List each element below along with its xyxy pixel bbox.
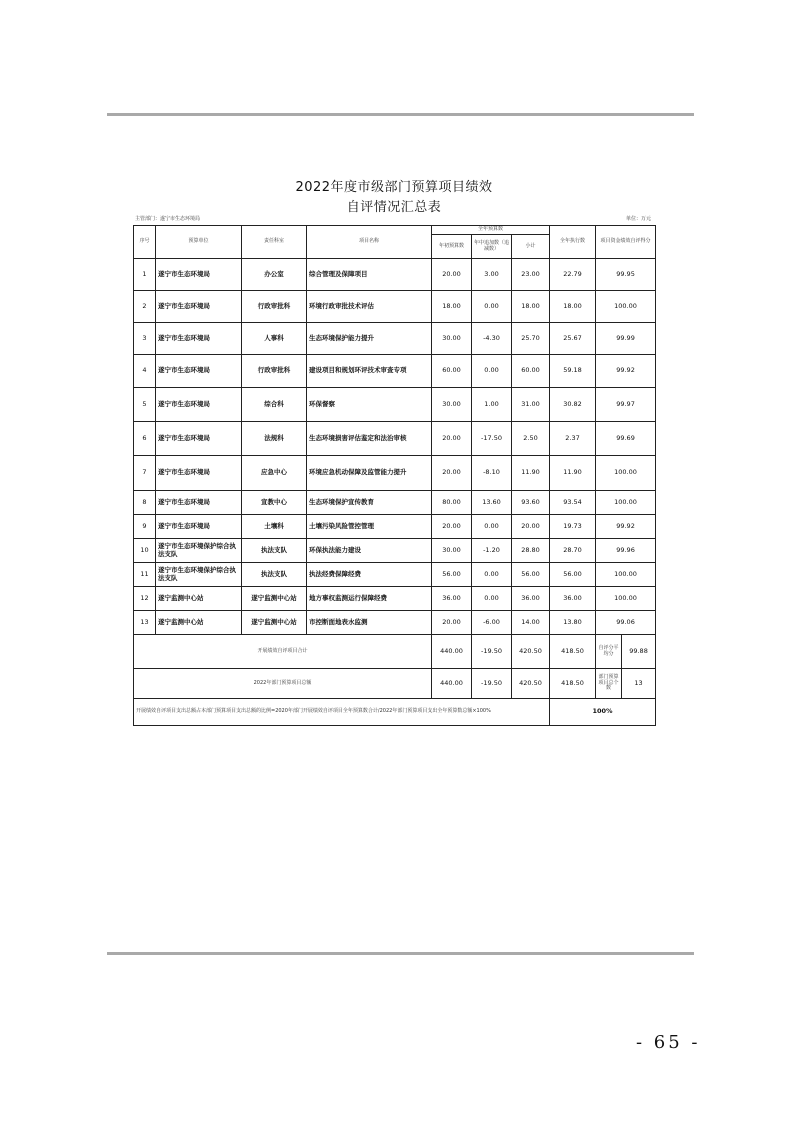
row-execution: 25.67: [550, 323, 596, 355]
row-score: 100.00: [596, 587, 656, 611]
row-execution: 13.80: [550, 611, 596, 635]
row-execution: 93.54: [550, 491, 596, 515]
row-resp-dept: 办公室: [242, 259, 307, 291]
row-subtotal: 25.70: [512, 323, 550, 355]
row-seq: 13: [134, 611, 156, 635]
row-initial: 30.00: [432, 323, 472, 355]
header-subtotal: 小计: [512, 235, 550, 259]
header-execution: 全年执行数: [550, 226, 596, 259]
table-title-line1: 2022年度市级部门预算项目绩效: [295, 180, 493, 195]
table-row: [134, 539, 656, 563]
table-row: [134, 259, 656, 291]
row-subtotal: 93.60: [512, 491, 550, 515]
dept-initial: 440.00: [432, 669, 472, 699]
row-initial: 30.00: [432, 388, 472, 422]
row-seq: 8: [134, 491, 156, 515]
table-body: [134, 259, 656, 635]
row-project-name: 生态环境保护宣传教育: [307, 491, 432, 515]
dept-subtotal: 420.50: [512, 669, 550, 699]
row-resp-dept: 人事科: [242, 323, 307, 355]
row-execution: 2.37: [550, 422, 596, 456]
table-row: [134, 491, 656, 515]
row-project-name: 环保执法能力建设: [307, 539, 432, 563]
row-execution: 19.73: [550, 515, 596, 539]
table-row: [134, 456, 656, 491]
unit-label: 单位：万元: [626, 216, 652, 222]
row-initial: 60.00: [432, 355, 472, 388]
table-row: [134, 422, 656, 456]
self-eval-exec: 418.50: [550, 635, 596, 669]
row-subtotal: 36.00: [512, 587, 550, 611]
row-budget-unit: 遂宁监测中心站: [156, 587, 242, 611]
row-project-name: 地方事权监测运行保障经费: [307, 587, 432, 611]
header-score: 项目资金绩效自评得分: [596, 226, 656, 259]
table-row: [134, 563, 656, 587]
row-seq: 6: [134, 422, 156, 456]
row-project-name: 生态环境保护能力提升: [307, 323, 432, 355]
header-budget-unit: 预算单位: [156, 226, 242, 259]
row-adjustment: 13.60: [472, 491, 512, 515]
table-row: [134, 291, 656, 323]
table-row: [134, 587, 656, 611]
row-seq: 12: [134, 587, 156, 611]
row-initial: 20.00: [432, 259, 472, 291]
row-adjustment: 1.00: [472, 388, 512, 422]
row-score: 100.00: [596, 291, 656, 323]
row-adjustment: 0.00: [472, 515, 512, 539]
dept-count: 13: [622, 669, 656, 699]
budget-summary-table: [133, 225, 656, 726]
row-initial: 20.00: [432, 515, 472, 539]
row-resp-dept: 应急中心: [242, 456, 307, 491]
row-seq: 1: [134, 259, 156, 291]
row-seq: 7: [134, 456, 156, 491]
row-budget-unit: 遂宁市生态环境局: [156, 515, 242, 539]
row-resp-dept: 宣教中心: [242, 491, 307, 515]
row-subtotal: 60.00: [512, 355, 550, 388]
row-adjustment: -8.10: [472, 456, 512, 491]
row-execution: 22.79: [550, 259, 596, 291]
row-execution: 28.70: [550, 539, 596, 563]
header-initial-budget: 年初预算数: [432, 235, 472, 259]
row-initial: 56.00: [432, 563, 472, 587]
row-initial: 20.00: [432, 422, 472, 456]
row-project-name: 环境行政审批技术评估: [307, 291, 432, 323]
row-score: 99.97: [596, 388, 656, 422]
row-budget-unit: 遂宁市生态环境保护综合执法支队: [156, 539, 242, 563]
row-seq: 11: [134, 563, 156, 587]
row-budget-unit: 遂宁市生态环境保护综合执法支队: [156, 563, 242, 587]
table-row: [134, 355, 656, 388]
row-project-name: 建设项目和规划环评技术审查专项: [307, 355, 432, 388]
row-adjustment: 3.00: [472, 259, 512, 291]
row-initial: 18.00: [432, 291, 472, 323]
row-score: 99.99: [596, 323, 656, 355]
row-score: 100.00: [596, 491, 656, 515]
row-execution: 59.18: [550, 355, 596, 388]
header-full-year-budget: 全年预算数: [432, 226, 550, 235]
row-budget-unit: 遂宁市生态环境局: [156, 355, 242, 388]
row-budget-unit: 遂宁市生态环境局: [156, 291, 242, 323]
row-resp-dept: 遂宁监测中心站: [242, 611, 307, 635]
row-budget-unit: 遂宁市生态环境局: [156, 422, 242, 456]
ratio-note: 开展绩效自评项目支出总额占本部门预算项目支出总额的比例=2020年部门开展绩效自评项目全年预算数合计/2022年部门预算项目支出全年预算数总额×100%: [134, 699, 550, 726]
row-project-name: 生态环境损害评估鉴定和法治审核: [307, 422, 432, 456]
bottom-rule: [107, 952, 694, 955]
dept-total-label: 2022年部门预算项目总额: [134, 669, 432, 699]
row-resp-dept: 执法支队: [242, 539, 307, 563]
row-seq: 10: [134, 539, 156, 563]
row-resp-dept: 综合科: [242, 388, 307, 422]
self-eval-total-label: 开展绩效自评项目合计: [134, 635, 432, 669]
row-project-name: 环境应急机动保障及监管能力提升: [307, 456, 432, 491]
row-subtotal: 2.50: [512, 422, 550, 456]
row-resp-dept: 遂宁监测中心站: [242, 587, 307, 611]
row-adjustment: -6.00: [472, 611, 512, 635]
page-number: - 65 -: [636, 1032, 701, 1053]
row-resp-dept: 行政审批科: [242, 291, 307, 323]
row-resp-dept: 执法支队: [242, 563, 307, 587]
row-initial: 20.00: [432, 611, 472, 635]
row-execution: 11.90: [550, 456, 596, 491]
row-budget-unit: 遂宁市生态环境局: [156, 456, 242, 491]
row-seq: 5: [134, 388, 156, 422]
row-project-name: 土壤污染风险管控管理: [307, 515, 432, 539]
row-adjustment: 0.00: [472, 587, 512, 611]
row-seq: 3: [134, 323, 156, 355]
row-resp-dept: 法规科: [242, 422, 307, 456]
self-eval-adj: -19.50: [472, 635, 512, 669]
dept-count-label: 部门预算项目总个数: [596, 669, 622, 699]
row-budget-unit: 遂宁监测中心站: [156, 611, 242, 635]
row-budget-unit: 遂宁市生态环境局: [156, 491, 242, 515]
table-row: [134, 515, 656, 539]
row-adjustment: -4.30: [472, 323, 512, 355]
department-label: 主管部门：遂宁市生态环境局: [135, 216, 201, 222]
header-adjustment: 年中追加数（追减数）: [472, 235, 512, 259]
row-subtotal: 18.00: [512, 291, 550, 323]
row-score: 99.92: [596, 515, 656, 539]
row-score: 99.69: [596, 422, 656, 456]
top-rule: [107, 113, 694, 116]
row-project-name: 环保督察: [307, 388, 432, 422]
row-initial: 36.00: [432, 587, 472, 611]
row-subtotal: 20.00: [512, 515, 550, 539]
row-resp-dept: 行政审批科: [242, 355, 307, 388]
row-execution: 30.82: [550, 388, 596, 422]
row-score: 99.06: [596, 611, 656, 635]
row-subtotal: 14.00: [512, 611, 550, 635]
row-adjustment: 0.00: [472, 563, 512, 587]
row-adjustment: -17.50: [472, 422, 512, 456]
row-seq: 2: [134, 291, 156, 323]
row-score: 100.00: [596, 456, 656, 491]
header-seq: 序号: [134, 226, 156, 259]
row-execution: 56.00: [550, 563, 596, 587]
row-resp-dept: 土壤科: [242, 515, 307, 539]
row-project-name: 市控断面地表水监测: [307, 611, 432, 635]
row-initial: 30.00: [432, 539, 472, 563]
row-initial: 20.00: [432, 456, 472, 491]
row-subtotal: 11.90: [512, 456, 550, 491]
row-budget-unit: 遂宁市生态环境局: [156, 323, 242, 355]
self-eval-initial: 440.00: [432, 635, 472, 669]
self-eval-score: 99.88: [622, 635, 656, 669]
row-project-name: 综合管理及保障项目: [307, 259, 432, 291]
header-resp-dept: 责任科室: [242, 226, 307, 259]
self-eval-score-label: 自评分平均分: [596, 635, 622, 669]
row-score: 99.96: [596, 539, 656, 563]
table-title-line2: 自评情况汇总表: [346, 200, 442, 215]
dept-adj: -19.50: [472, 669, 512, 699]
dept-exec: 418.50: [550, 669, 596, 699]
row-subtotal: 56.00: [512, 563, 550, 587]
table-row: [134, 323, 656, 355]
row-score: 99.92: [596, 355, 656, 388]
row-subtotal: 28.80: [512, 539, 550, 563]
self-eval-subtotal: 420.50: [512, 635, 550, 669]
row-budget-unit: 遂宁市生态环境局: [156, 388, 242, 422]
row-subtotal: 31.00: [512, 388, 550, 422]
table-row: [134, 611, 656, 635]
row-project-name: 执法经费保障经费: [307, 563, 432, 587]
row-adjustment: -1.20: [472, 539, 512, 563]
row-adjustment: 0.00: [472, 355, 512, 388]
row-initial: 80.00: [432, 491, 472, 515]
row-score: 99.95: [596, 259, 656, 291]
table-row: [134, 388, 656, 422]
row-score: 100.00: [596, 563, 656, 587]
row-execution: 36.00: [550, 587, 596, 611]
row-seq: 4: [134, 355, 156, 388]
row-seq: 9: [134, 515, 156, 539]
row-adjustment: 0.00: [472, 291, 512, 323]
row-subtotal: 23.00: [512, 259, 550, 291]
row-budget-unit: 遂宁市生态环境局: [156, 259, 242, 291]
header-project-name: 项目名称: [307, 226, 432, 259]
row-execution: 18.00: [550, 291, 596, 323]
ratio-value: 100%: [550, 699, 656, 726]
